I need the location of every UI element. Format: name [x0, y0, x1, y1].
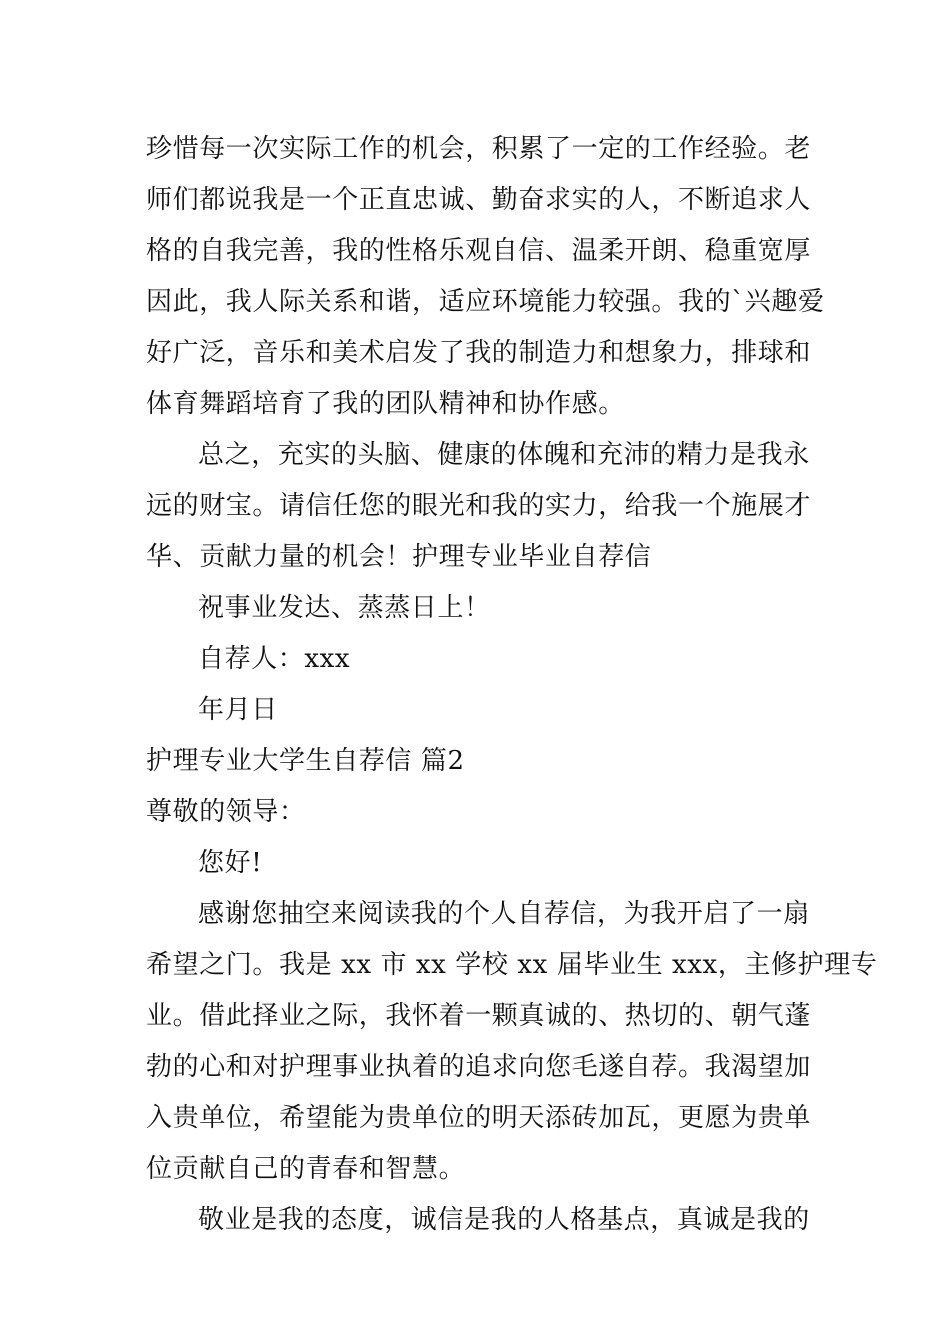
closing-wish: 祝事业发达、蒸蒸日上！	[198, 593, 491, 623]
text-line: 希望之门。我是 xx 市 xx 学校 xx 届毕业生 xxx，主修护理专	[146, 950, 878, 980]
text-line: 业。借此择业之际，我怀着一颗真诚的、热切的、朝气蓬	[146, 1001, 812, 1031]
text-line: 华、贡献力量的机会！护理专业毕业自荐信	[146, 542, 652, 572]
text-line: 位贡献自己的青春和智慧。	[146, 1154, 466, 1184]
date-line: 年月日	[198, 695, 278, 725]
salutation: 尊敬的领导：	[146, 797, 306, 827]
document-body	[146, 124, 878, 1246]
section-heading: 护理专业大学生自荐信 篇2	[146, 746, 465, 776]
signature-line: 自荐人：xxx	[198, 644, 351, 674]
greeting: 您好!	[198, 848, 263, 878]
text-line: 远的财宝。请信任您的眼光和我的实力，给我一个施展才	[146, 491, 812, 521]
text-line: 珍惜每一次实际工作的机会，积累了一定的工作经验。老	[146, 134, 812, 164]
text-line: 入贵单位，希望能为贵单位的明天添砖加瓦，更愿为贵单	[146, 1103, 812, 1133]
text-line: 体育舞蹈培育了我的团队精神和协作感。	[146, 389, 625, 419]
text-line: 总之，充实的头脑、健康的体魄和充沛的精力是我永	[198, 440, 810, 470]
text-line: 勃的心和对护理事业执着的追求向您毛遂自荐。我渴望加	[146, 1052, 812, 1082]
text-line: 感谢您抽空来阅读我的个人自荐信，为我开启了一扇	[198, 899, 810, 929]
text-line: 敬业是我的态度，诚信是我的人格基点，真诚是我的	[198, 1205, 810, 1235]
text-line: 因此，我人际关系和谐，适应环境能力较强。我的`兴趣爱	[146, 287, 825, 317]
text-line: 好广泛，音乐和美术启发了我的制造力和想象力，排球和	[146, 338, 812, 368]
text-line: 格的自我完善，我的性格乐观自信、温柔开朗、稳重宽厚	[146, 236, 812, 266]
text-line: 师们都说我是一个正直忠诚、勤奋求实的人，不断追求人	[146, 185, 812, 215]
